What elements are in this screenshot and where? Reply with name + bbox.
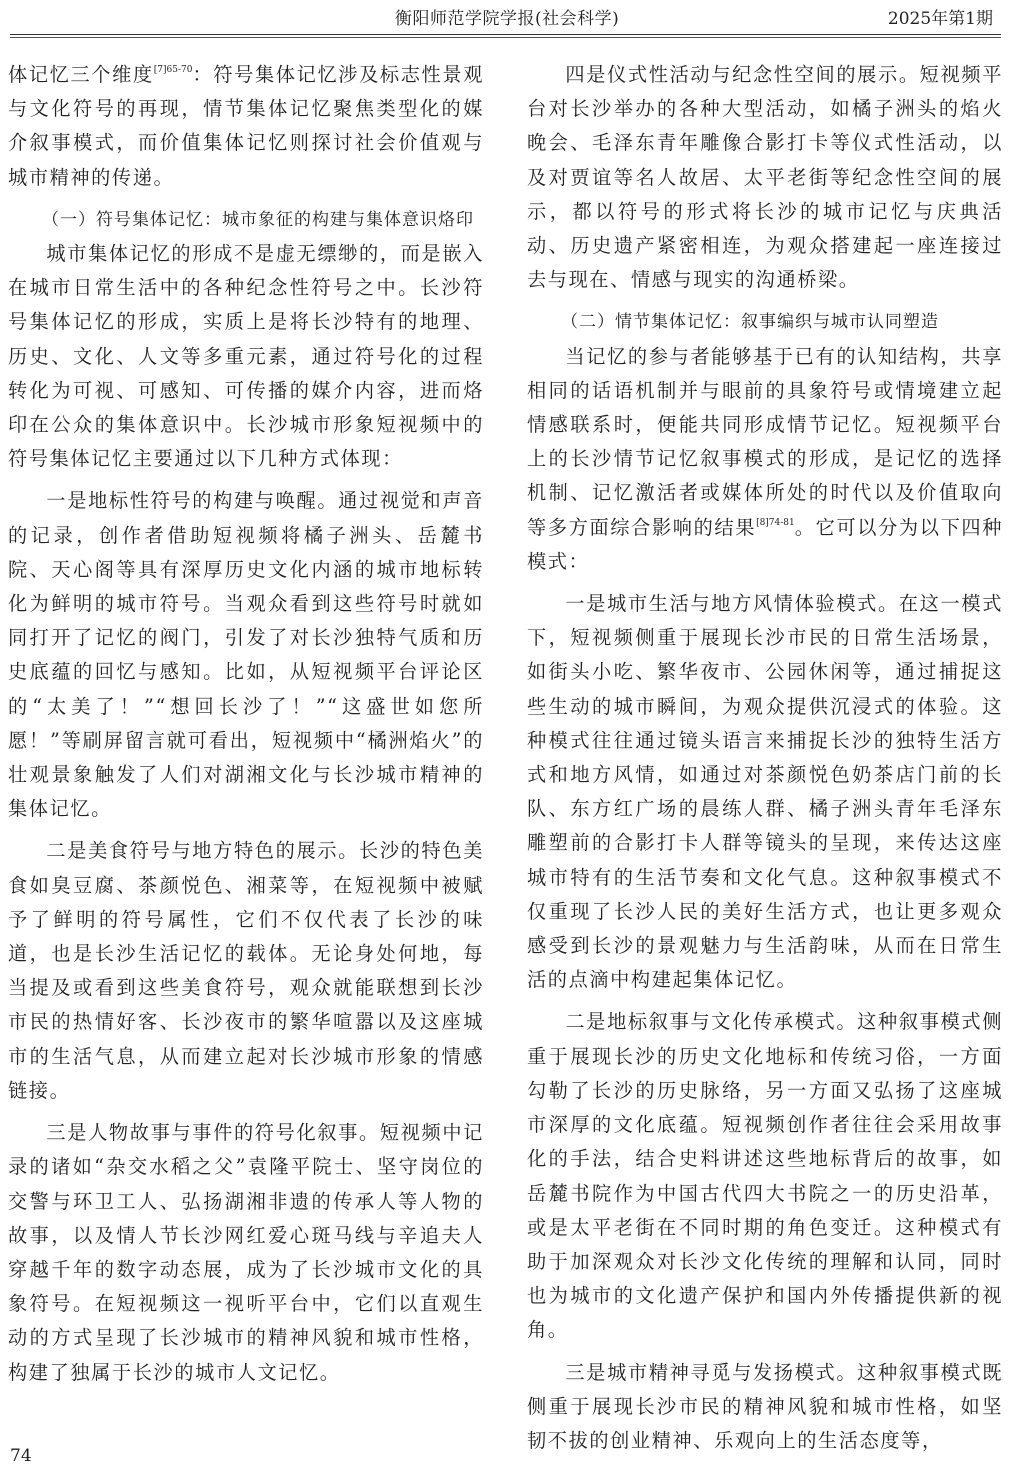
paragraph: 二是地标叙事与文化传承模式。这种叙事模式侧重于展现长沙的历史文化地标和传统习俗，一方面勾勒了长沙的历史脉络，另一方面又弘扬了这座城市深厚的文化底蕴。短视频创作者往往会采用故事化的手法，结合史料讲述这些地标背后的故事，如岳麓书院作为中国古代四大书院之一的历史沿革，或是太平老街在不同时期的角色变迁。这种模式有助于加深观众对长沙文化传统的理解和认同，同时也为城市的文化遗产保护和国内外传播提供新的视角。 bbox=[527, 1010, 1003, 1342]
page-number: 74 bbox=[10, 1446, 32, 1466]
paragraph: 当记忆的参与者能够基于已有的认知结构，共享相同的话语机制并与眼前的具象符号或情境建立起情感联系时，便能共同形成情节记忆。短视频平台上的长沙情节记忆叙事模式的形成，是记忆的选择机制、记忆激活者或媒体所处的时代以及价值取向等多方面综合影响的结果$^{[8]74-81}$。它可以分为以下四种模式： bbox=[527, 344, 1003, 573]
running-header bbox=[10, 0, 1001, 34]
right-column bbox=[527, 58, 1003, 1458]
paragraph: 一是城市生活与地方风情体验模式。在这一模式下，短视频侧重于展现长沙市民的日常生活场景，如街头小吃、繁华夜市、公园休闲等，通过捕捉这些生动的城市瞬间，为观众提供沉浸式的体验。这种模式往往通过镜头语言来捕捉长沙的独特生活方式和地方风情，如通过对茶颜悦色奶茶店门前的长队、东方红广场的晨练人群、橘子洲头青年毛泽东雕塑前的合影打卡人群等镜头的呈现，来传达这座城市特有的生活节奏和文化气息。这种叙事模式不仅重现了长沙人民的美好生活方式，也让更多观众感受到长沙的景观魅力与生活韵味，从而在日常生活的点滴中构建起集体记忆。 bbox=[527, 592, 1003, 992]
issue-label: 2025年第1期 bbox=[887, 9, 993, 29]
paragraph: 城市集体记忆的形成不是虚无缥缈的，而是嵌入在城市日常生活中的各种纪念性符号之中。长沙符号集体记忆的形成，实质上是将长沙特有的地理、历史、文化、人文等多重元素，通过符号化的过程转化为可视、可感知、可传播的媒介内容，进而烙印在公众的集体意识中。长沙城市形象短视频中的符号集体记忆主要通过以下几种方式体现： bbox=[8, 242, 484, 471]
citation-ref: [8]74-81 bbox=[756, 517, 795, 528]
paragraph-intro: 体记忆三个维度$^{[7]65-70}$：符号集体记忆涉及标志性景观与文化符号的再现，情节集体记忆聚焦类型化的媒介叙事模式，而价值集体记忆则探讨社会价值观与城市精神的传递。 bbox=[8, 63, 484, 189]
paragraph: 二是美食符号与地方特色的展示。长沙的特色美食如臭豆腐、茶颜悦色、湘菜等，在短视频中被赋予了鲜明的符号属性，它们不仅代表了长沙的味道，也是长沙生活记忆的载体。无论身处何地，每当提及或看到这些美食符号，观众就能联想到长沙市民的热情好客、长沙夜市的繁华喧嚣以及这座城市的生活气息，从而建立起对长沙城市形象的情感链接。 bbox=[8, 839, 484, 1102]
section-heading: （一）符号集体记忆：城市象征的构建与集体意识烙印 bbox=[42, 209, 474, 230]
header-rule-thin bbox=[10, 37, 1001, 38]
paragraph: 一是地标性符号的构建与唤醒。通过视觉和声音的记录，创作者借助短视频将橘子洲头、岳麓书院、天心阁等具有深厚历史文化内涵的城市地标转化为鲜明的城市符号。当观众看到这些符号时就如同打开了记忆的阀门，引发了对长沙独特气质和历史底蕴的回忆与感知。比如，从短视频平台评论区的“太美了！”“想回长沙了！”“这盛世如您所愿！”等刷屏留言就可看出，短视频中“橘洲焰火”的壮观景象触发了人们对湖湘文化与长沙城市精神的集体记忆。 bbox=[8, 489, 484, 821]
paragraph: 三是人物故事与事件的符号化叙事。短视频中记录的诸如“杂交水稻之父”袁隆平院士、坚守岗位的交警与环卫工人、弘扬湖湘非遗的传承人等人物的故事，以及情人节长沙网红爱心斑马线与辛追夫人穿越千年的数字动态展，成为了长沙城市文化的具象符号。在短视频这一视听平台中，它们以直观生动的方式呈现了长沙城市的精神风貌和城市性格，构建了独属于长沙的城市人文记忆。 bbox=[8, 1121, 484, 1384]
paragraph: 三是城市精神寻觅与发扬模式。这种叙事模式既侧重于展现长沙市民的精神风貌和城市性格，如坚韧不拔的创业精神、乐观向上的生活态度等， bbox=[527, 1360, 1003, 1452]
journal-title: 衡阳师范学院学报(社会科学) bbox=[395, 9, 620, 29]
section-heading: （二）情节集体记忆：叙事编织与城市认同塑造 bbox=[561, 312, 939, 333]
header-rule bbox=[10, 34, 1001, 35]
citation-ref: [7]65-70 bbox=[153, 65, 193, 75]
paragraph: 四是仪式性活动与纪念性空间的展示。短视频平台对长沙举办的各种大型活动，如橘子洲头的焰火晚会、毛泽东青年雕像合影打卡等仪式性活动，以及对贾谊等名人故居、太平老街等纪念性空间的展示，都以符号的形式将长沙的城市记忆与庆典活动、历史遗产紧密相连，为观众搭建起一座连接过去与现在、情感与现实的沟通桥梁。 bbox=[527, 63, 1003, 292]
left-column bbox=[8, 58, 484, 1390]
